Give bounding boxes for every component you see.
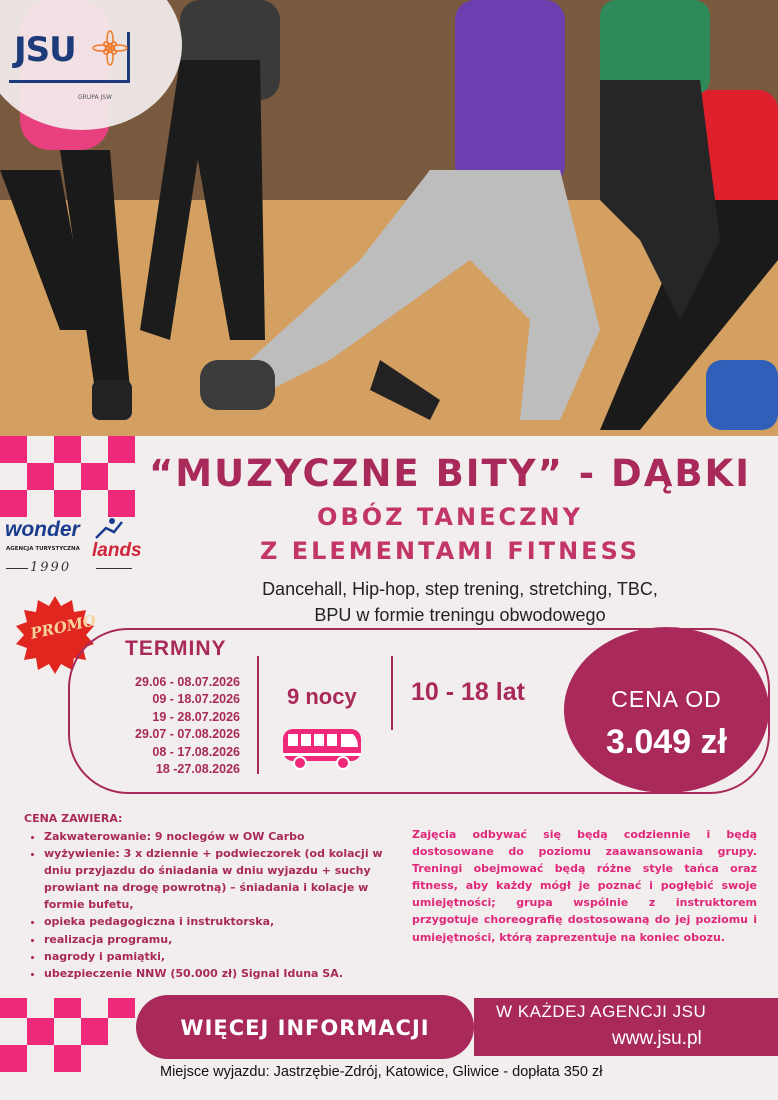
promo-label: PROMO	[28, 611, 98, 643]
price-label: CENA OD	[611, 686, 722, 712]
partner-logo-main[interactable]: wonder	[5, 518, 80, 541]
departure-info: Miejsce wyjazdu: Jastrzębie-Zdrój, Katowice, Gliwice - dopłata 350 zł	[160, 1064, 603, 1080]
price-value: 3.049 zł	[606, 723, 727, 761]
age-range: 10 - 18 lat	[411, 678, 525, 706]
term-date: 19 - 28.07.2026	[152, 709, 240, 724]
nights-count: 9 nocy	[287, 684, 357, 709]
list-item: • realizacja programu,	[44, 931, 404, 948]
dance-styles-line1: Dancehall, Hip-hop, step trening, stretching, TBC,	[262, 579, 658, 599]
divider	[391, 656, 393, 730]
checker-pattern-top	[0, 436, 135, 517]
hero-photo	[0, 0, 778, 436]
divider	[257, 656, 259, 774]
term-date: 29.07 - 07.08.2026	[135, 727, 240, 742]
bus-icon	[280, 725, 366, 773]
runner-icon	[88, 516, 128, 542]
term-date: 18 -27.08.2026	[155, 762, 240, 777]
camp-subtitle-line2: Z ELEMENTAMI FITNESS	[259, 537, 641, 565]
dance-styles-line2: BPU w formie treningu obwodowego	[314, 605, 606, 625]
terms-dates	[100, 674, 240, 778]
term-date: 09 - 18.07.2026	[152, 692, 240, 707]
flower-icon	[92, 30, 128, 66]
jsu-logo[interactable]: JSU	[14, 30, 76, 70]
list-item: • Zakwaterowanie: 9 noclegów w OW Carbo	[44, 828, 404, 845]
terms-heading: TERMINY	[125, 637, 227, 660]
program-description: Zajęcia odbywać się będą codziennie i będą dostosowane do poziomu zaawansowania grupy. Treningi obejmować będą różne style tańca oraz fitness, aby każdy mógł je poznać i pogłębić swoje umiejętności; grupa wspólnie z instruktorem przygotuje choreografię dostosowaną do jej poziomu i umiejętności, którą zaprezentuje na koniec obozu.	[412, 828, 757, 944]
list-item: • opieka pedagogiczna i instruktorska,	[44, 913, 404, 930]
dance-styles	[180, 576, 740, 628]
partner-logo-sub: AGENCJA TURYSTYCZNA	[6, 546, 80, 552]
list-item: • wyżywienie: 3 x dziennie + podwieczorek (od kolacji w dniu przyjazdu do śniadania w dniu wyjazdu + suchy prowiant na drogę powrotną) – śniadania i kolacje w formie bufetu,	[44, 845, 404, 913]
list-item: • nagrody i pamiątki,	[44, 948, 404, 965]
partner-logo-divider-right	[96, 568, 132, 569]
partner-logo-divider-left	[6, 568, 28, 569]
term-date: 08 - 17.08.2026	[152, 744, 240, 759]
camp-subtitle-line1: OBÓZ TANECZNY	[317, 503, 583, 531]
term-date: 29.06 - 08.07.2026	[135, 675, 240, 689]
partner-logo-accent[interactable]: lands	[92, 540, 142, 561]
partner-logo-year: 1990	[30, 560, 72, 575]
more-info-label[interactable]: WIĘCEJ INFORMACJI	[180, 1016, 430, 1040]
list-item: • ubezpieczenie NNW (50.000 zł) Signal Iduna SA.	[44, 965, 404, 982]
agency-text: W KAŻDEJ AGENCJI JSU	[496, 1002, 707, 1021]
checker-pattern-bottom	[0, 998, 135, 1100]
group-label: GRUPA JSW	[78, 94, 112, 101]
camp-subtitle	[160, 500, 740, 568]
includes-heading: CENA ZAWIERA:	[24, 812, 123, 825]
includes-list	[26, 828, 404, 982]
website-link[interactable]: www.jsu.pl	[612, 1028, 702, 1049]
camp-title: “MUZYCZNE BITY” - DĄBKI	[148, 452, 751, 495]
